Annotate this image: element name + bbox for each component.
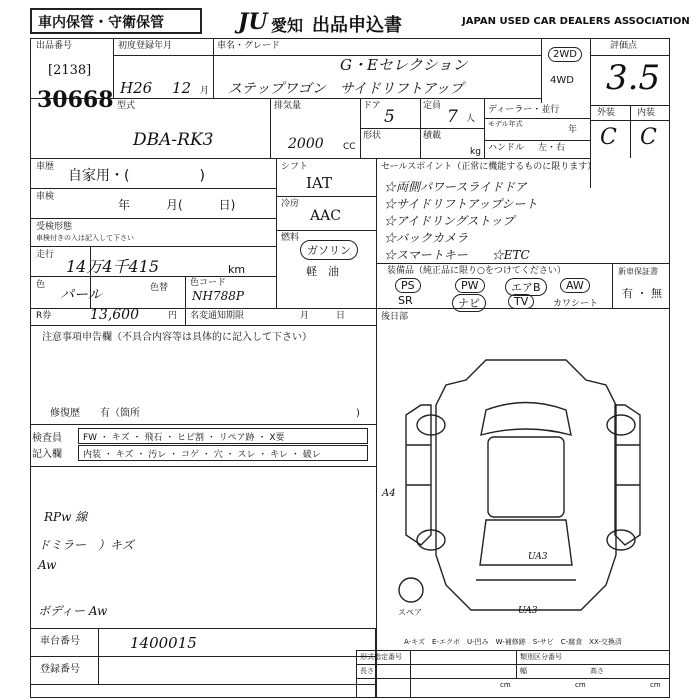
width-label: 幅: [520, 667, 527, 675]
mileage-value: 14万4千415: [66, 257, 160, 276]
inspection-note: 車検付きの入は記入して下さい: [36, 234, 134, 242]
lot-bracket: [2138]: [48, 63, 92, 78]
kg-unit: kg: [470, 147, 481, 157]
car-damage-diagram: [376, 325, 670, 625]
month-unit: 月: [200, 86, 210, 96]
new-car-warranty-label: 新車保証書: [618, 267, 658, 276]
rating-label: 評価点: [610, 41, 638, 51]
mileage-label: 走行: [36, 250, 55, 260]
year-unit: 年: [568, 125, 578, 135]
entry-label: 記入欄: [32, 449, 62, 460]
exterior-grade: C: [600, 125, 617, 150]
mileage-unit: km: [228, 263, 246, 276]
history-value: 自家用・( ): [68, 168, 205, 184]
aircon-label: 冷房: [281, 199, 300, 209]
diagram-mark-a4: A4: [382, 488, 396, 499]
shaken-date: 年 月( 日): [118, 198, 236, 212]
form-title: 出品申込書: [312, 15, 402, 36]
shape-label: 形状: [363, 131, 382, 141]
equip-navi: ナビ: [452, 294, 486, 312]
repair-history-label: 修復歴 有（箇所: [50, 408, 140, 419]
selling-point-1: ☆両側パワースライドドア: [384, 180, 527, 194]
check-inner-text: 内装 ・ キズ ・ 汚レ ・ コゲ ・ 穴 ・ スレ ・ キレ ・ 破レ: [83, 450, 321, 460]
length-label: 長さ: [360, 667, 374, 675]
inspection-label: 受検形態: [36, 222, 73, 232]
name-change-label: 名変通知期限: [190, 311, 245, 321]
reg-era: H26: [120, 79, 153, 97]
org-name: 愛知: [271, 16, 304, 35]
yen-unit: 円: [168, 311, 178, 321]
repair-history-close: ): [356, 408, 360, 419]
drive-2wd: 2WD: [548, 47, 582, 62]
height-label: 高さ: [590, 667, 604, 675]
handle-options: 左・右: [538, 143, 566, 153]
note-3: Aw: [38, 558, 57, 572]
outside-label: 外装: [597, 108, 616, 118]
displacement-value: 2000: [288, 136, 324, 152]
model-label: 型式: [117, 101, 136, 111]
ju-logo: JU: [238, 9, 268, 35]
capacity-label: 定員: [423, 101, 442, 111]
chassis-no-value: 1400015: [130, 634, 197, 652]
selling-point-5: ☆スマートキー ☆ETC: [384, 248, 530, 262]
check-inner: [78, 445, 368, 461]
model-check-label: 形式指定番号: [360, 653, 402, 661]
recycle-fee: 13,600: [90, 307, 139, 323]
displacement-label: 排気量: [274, 101, 302, 111]
note-1: RPw 線: [44, 510, 88, 524]
inspector-label: 検査員: [32, 433, 62, 444]
chassis-no-label: 車台番号: [40, 636, 80, 647]
cm-unit-2: cm: [575, 681, 586, 689]
category-no-label: 類別区分番号: [520, 653, 562, 661]
fuel-value: ガソリン: [300, 240, 358, 260]
seats-value: 7: [447, 107, 458, 127]
doors-value: 5: [384, 107, 395, 127]
check-outer-text: FW ・ キズ ・ 飛石 ・ ヒビ割 ・ リペア跡 ・ X要: [83, 433, 285, 443]
color-code-label: 色コード: [190, 278, 227, 288]
doors-label: ドア: [363, 101, 381, 111]
rear-seat-label: 後日部: [381, 312, 409, 322]
diagram-mark-ua3-1: UA3: [528, 552, 548, 562]
selling-point-3: ☆アイドリングストップ: [384, 214, 515, 228]
equip-leather: カワシート: [553, 299, 599, 309]
car-name-value: ステップワゴン サイドリフトアップ: [228, 81, 464, 97]
selling-points-label: セールスポイント（正常に機能するものに限ります）: [381, 162, 597, 172]
note-2: ドミラー ）キズ: [38, 538, 134, 552]
cm-unit-1: cm: [500, 681, 511, 689]
dealer-import-label: ディーラー・並行: [488, 105, 560, 115]
color-value: パール: [60, 287, 102, 303]
seats-unit: 人: [466, 114, 476, 124]
notes-label: 注意事項申告欄（不具合内容等は具体的に記入して下さい）: [42, 332, 312, 343]
lot-number: 30668: [37, 87, 114, 113]
diagram-mark-ua3-2: UA3: [518, 606, 538, 616]
first-reg-label: 初度登録年月: [118, 41, 173, 51]
drive-4wd: 4WD: [550, 75, 574, 86]
shaken-label: 車検: [36, 192, 55, 202]
equip-sr: SR: [398, 294, 413, 307]
cc-unit: CC: [343, 142, 356, 152]
interior-grade: C: [640, 125, 657, 150]
inside-label: 内装: [637, 108, 656, 118]
spare-label: スペア: [398, 608, 422, 617]
fuel-label: 燃料: [281, 233, 300, 243]
selling-point-2: ☆サイドリフトアップシート: [384, 197, 538, 211]
damage-legend: A-キズ E-エクボ U-凹み W-補修跡 S-サビ C-腐食 XX-交換済: [404, 638, 622, 646]
equip-ps: PS: [395, 278, 421, 293]
rating-value: 3.5: [606, 58, 661, 98]
chassis-block: [30, 628, 376, 698]
storage-label: 車内保管・守衛保管: [30, 8, 202, 34]
color-label: 色: [36, 280, 46, 290]
equip-pw: PW: [455, 278, 485, 293]
name-change-date: 月 日: [300, 311, 346, 321]
fuel-diesel: 軽 油: [306, 265, 339, 278]
grade-value: G・Eセレクション: [340, 56, 468, 74]
car-name-label: 車名・グレード: [217, 41, 281, 51]
aircon-value: AAC: [310, 208, 341, 224]
warranty-options: 有 ・ 無: [622, 287, 662, 300]
equip-tv: TV: [508, 294, 534, 309]
equipment-label: 装備品（純正品に限り○をつけてください）: [387, 266, 566, 276]
recycle-label: R券: [36, 311, 52, 321]
shift-label: シフト: [281, 162, 309, 172]
check-outer: [78, 428, 368, 444]
reg-month: 12: [172, 79, 192, 97]
reg-no-label: 登録番号: [40, 664, 80, 675]
selling-point-4: ☆バックカメラ: [384, 231, 469, 245]
equip-aw: AW: [560, 278, 590, 293]
color-code-value: NH788P: [192, 289, 244, 303]
cm-unit-3: cm: [650, 681, 661, 689]
load-label: 積載: [423, 131, 442, 141]
model-code-value: DBA-RK3: [133, 130, 214, 150]
model-year-label: モデル年式: [488, 120, 523, 128]
note-4: ボディー Aw: [38, 604, 108, 618]
listing-no-label: 出品番号: [36, 41, 73, 51]
history-label: 車歴: [36, 162, 55, 172]
handle-label: ハンドル: [488, 143, 525, 153]
shift-value: IAT: [306, 174, 332, 192]
color-change-label: 色替: [150, 283, 169, 293]
equip-airbag: エアB: [505, 278, 547, 296]
association-name: JAPAN USED CAR DEALERS ASSOCIATION: [462, 16, 690, 27]
